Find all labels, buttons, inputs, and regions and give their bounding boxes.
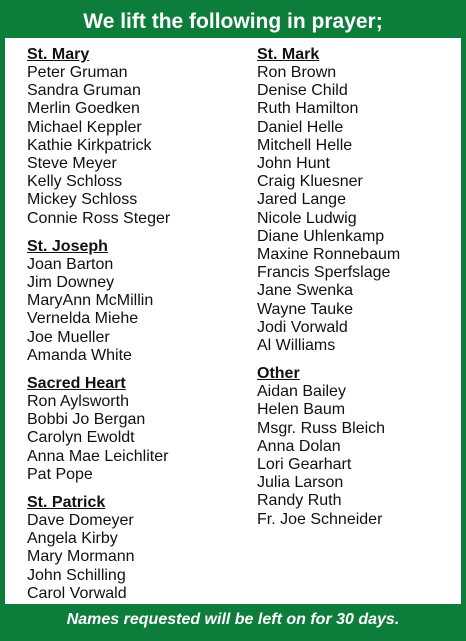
list-item: Steve Meyer: [27, 155, 117, 173]
group-title: St. Mark: [257, 46, 320, 63]
list-item: Ruth Hamilton: [257, 100, 359, 118]
list-item: Carolyn Ewoldt: [27, 429, 135, 447]
list-item: Bobbi Jo Bergan: [27, 411, 146, 429]
group-st-patrick: [27, 494, 170, 603]
list-item: Msgr. Russ Bleich: [257, 419, 386, 437]
list-item: Daniel Helle: [257, 118, 344, 136]
list-item: Wayne Tauke: [257, 300, 354, 318]
list-item: Peter Gruman: [27, 64, 128, 81]
list-item: Ron Brown: [257, 64, 337, 81]
list-item: Carol Vorwald: [27, 584, 127, 602]
group-title: St. Joseph: [27, 237, 108, 255]
list-item: Angela Kirby: [27, 530, 118, 548]
list-item: Jane Swenka: [257, 282, 354, 300]
list-item: Lori Gearhart: [257, 456, 352, 474]
list-item: Anna Dolan: [257, 437, 341, 455]
list-item: Michael Keppler: [27, 118, 142, 136]
list-item: Jodi Vorwald: [257, 318, 348, 336]
list-item: John Hunt: [257, 155, 330, 173]
list-item: Kathie Kirkpatrick: [27, 136, 152, 154]
list-item: Amanda White: [27, 346, 132, 364]
list-item: Kelly Schloss: [27, 173, 123, 191]
list-item: Fr. Joe Schneider: [257, 510, 383, 528]
list-item: Helen Baum: [257, 401, 346, 419]
group-title: St. Patrick: [27, 494, 106, 512]
list-item: Mickey Schloss: [27, 191, 138, 209]
list-item: Aidan Bailey: [257, 383, 346, 401]
list-item: Randy Ruth: [257, 492, 342, 510]
group-sacred-heart: [27, 375, 170, 484]
list-item: Dave Domeyer: [27, 512, 134, 530]
list-item: Joe Mueller: [27, 328, 110, 346]
list-item: Denise Child: [257, 82, 348, 100]
list-item: Ron Aylsworth: [27, 393, 129, 411]
list-item: Craig Kluesner: [257, 173, 363, 191]
list-item: Vernelda Miehe: [27, 310, 139, 328]
group-st-mark: [257, 46, 400, 355]
list-item: Diane Uhlenkamp: [257, 227, 385, 245]
list-item: Francis Sperfslage: [257, 264, 391, 282]
list-item: Maxine Ronnebaum: [257, 246, 401, 264]
right-column: [257, 46, 400, 539]
list-item: Al Williams: [257, 337, 336, 355]
list-item: Joan Barton: [27, 255, 114, 273]
group-title: St. Mary: [27, 46, 90, 63]
list-item: Jim Downey: [27, 274, 115, 292]
list-item: Nicole Ludwig: [257, 209, 357, 227]
list-item: Anna Mae Leichliter: [27, 447, 169, 465]
list-item: Sandra Gruman: [27, 82, 141, 100]
list-item: Pat Pope: [27, 465, 93, 483]
group-title: Other: [257, 365, 300, 383]
group-title: Sacred Heart: [27, 375, 126, 393]
list-item: Merlin Goedken: [27, 100, 140, 118]
list-item: John Schilling: [27, 566, 126, 584]
header-title: We lift the following in prayer;: [5, 5, 461, 38]
left-column: [27, 46, 170, 613]
group-st-mary: [27, 46, 170, 228]
list-item: Connie Ross Steger: [27, 209, 171, 227]
list-item: Julia Larson: [257, 474, 344, 492]
list-item: Mary Mormann: [27, 548, 135, 566]
list-item: MaryAnn McMillin: [27, 292, 154, 310]
group-st-joseph: [27, 238, 170, 365]
footer-note: Names requested will be left on for 30 days.: [5, 604, 461, 636]
list-item: Mitchell Helle: [257, 136, 353, 154]
group-other: [257, 365, 400, 529]
list-item: Jared Lange: [257, 191, 346, 209]
